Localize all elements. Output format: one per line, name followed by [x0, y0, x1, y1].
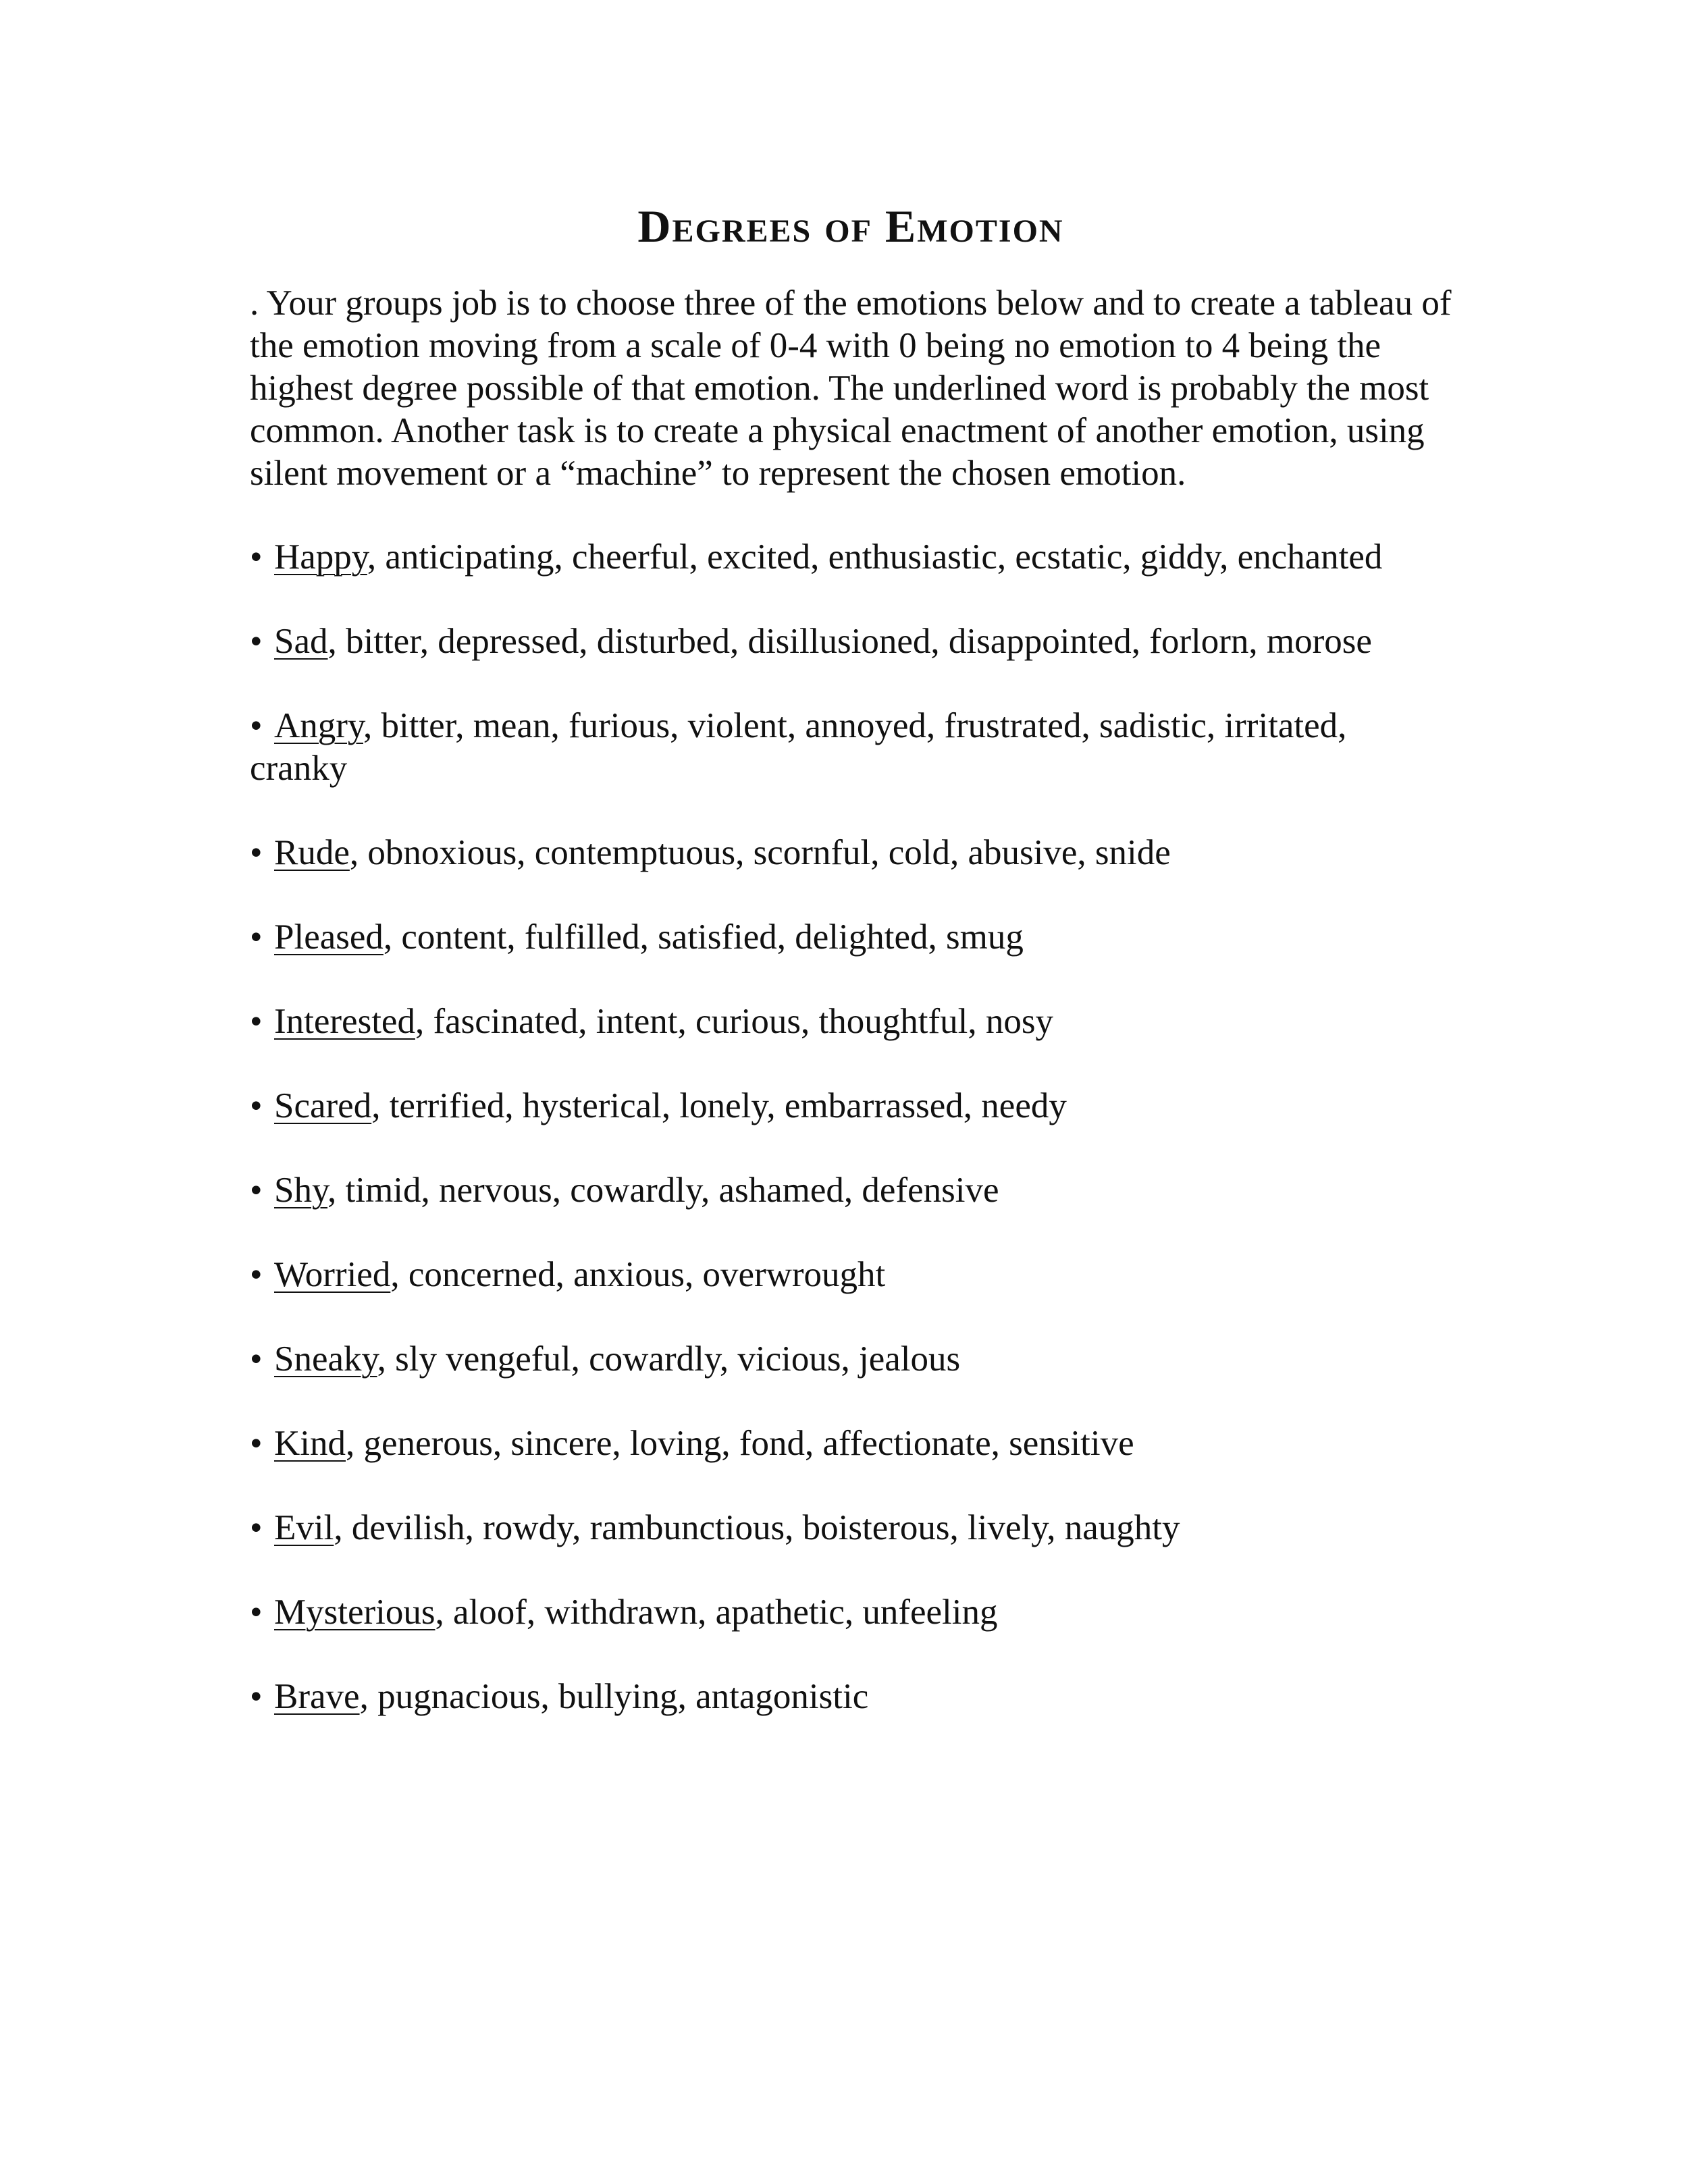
emotion-variants: , timid, nervous, cowardly, ashamed, defensive: [327, 1171, 999, 1210]
emotion-head-word: Rude: [274, 833, 350, 872]
list-item: [250, 832, 1452, 874]
emotion-variants: , bitter, depressed, disturbed, disillusioned, disappointed, forlorn, morose: [327, 622, 1372, 661]
list-item: [250, 916, 1452, 959]
bullet-icon: •: [250, 622, 263, 661]
emotion-variants: , terrified, hysterical, lonely, embarrassed, needy: [371, 1086, 1067, 1125]
emotion-head-word: Sneaky: [274, 1339, 377, 1379]
emotion-head-word: Shy: [274, 1171, 328, 1210]
emotion-variants: , anticipating, cheerful, excited, enthusiastic, ecstatic, giddy, enchanted: [367, 537, 1383, 577]
list-item: [250, 1422, 1452, 1465]
emotion-head-word: Scared: [274, 1086, 372, 1125]
emotion-head-word: Evil: [274, 1508, 334, 1547]
emotion-variants: , bitter, mean, furious, violent, annoyed, frustrated, sadistic, irritated, cranky: [250, 706, 1347, 788]
emotion-head-word: Sad: [274, 622, 328, 661]
emotion-variants: , devilish, rowdy, rambunctious, boisterous, lively, naughty: [334, 1508, 1180, 1547]
bullet-icon: •: [250, 917, 263, 957]
emotion-variants: , sly vengeful, cowardly, vicious, jealous: [377, 1339, 961, 1379]
list-item: [250, 536, 1452, 579]
intro-paragraph: . Your groups job is to choose three of the emotions below and to create a tableau of the emotion moving from a scale of 0-4 with 0 being no emotion to 4 being the highest degree possible of that emotion. The underlined word is probably the most common. Another task is to create a physical enactment of another emotion, using silent movement or a “machine” to represent the chosen emotion.: [250, 284, 1452, 493]
list-item: [250, 705, 1452, 790]
emotion-head-word: Pleased: [274, 917, 384, 957]
bullet-icon: •: [250, 706, 263, 745]
emotion-variants: , generous, sincere, loving, fond, affectionate, sensitive: [346, 1424, 1134, 1463]
emotion-head-word: Brave: [274, 1677, 360, 1716]
bullet-icon: •: [250, 833, 263, 872]
bullet-icon: •: [250, 1255, 263, 1294]
list-item: [250, 1591, 1452, 1634]
emotion-head-word: Worried: [274, 1255, 391, 1294]
bullet-icon: •: [250, 537, 263, 577]
list-item: [250, 1676, 1452, 1718]
bullet-icon: •: [250, 1002, 263, 1041]
emotion-variants: , content, fulfilled, satisfied, delighted, smug: [383, 917, 1024, 957]
emotion-head-word: Mysterious: [274, 1593, 436, 1632]
list-item: [250, 1085, 1452, 1127]
bullet-icon: •: [250, 1593, 263, 1632]
emotion-list: [250, 536, 1452, 1718]
list-item: [250, 1254, 1452, 1296]
bullet-icon: •: [250, 1424, 263, 1463]
emotion-head-word: Interested: [274, 1002, 415, 1041]
list-item: [250, 620, 1452, 663]
list-item: [250, 1338, 1452, 1381]
bullet-icon: •: [250, 1677, 263, 1716]
page-title: Degrees of Emotion: [637, 201, 1064, 252]
emotion-variants: , aloof, withdrawn, apathetic, unfeeling: [435, 1593, 998, 1632]
emotion-variants: , pugnacious, bullying, antagonistic: [359, 1677, 869, 1716]
bullet-icon: •: [250, 1339, 263, 1379]
list-item: [250, 1169, 1452, 1212]
emotion-variants: , obnoxious, contemptuous, scornful, cold, abusive, snide: [349, 833, 1171, 872]
emotion-head-word: Kind: [274, 1424, 346, 1463]
emotion-variants: , fascinated, intent, curious, thoughtful, nosy: [415, 1002, 1053, 1041]
emotion-head-word: Angry: [274, 706, 363, 745]
bullet-icon: •: [250, 1171, 263, 1210]
bullet-icon: •: [250, 1086, 263, 1125]
list-item: [250, 1507, 1452, 1549]
bullet-icon: •: [250, 1508, 263, 1547]
emotion-variants: , concerned, anxious, overwrought: [390, 1255, 886, 1294]
emotion-head-word: Happy: [274, 537, 367, 577]
document-page: [250, 196, 1452, 1718]
list-item: [250, 1001, 1452, 1043]
